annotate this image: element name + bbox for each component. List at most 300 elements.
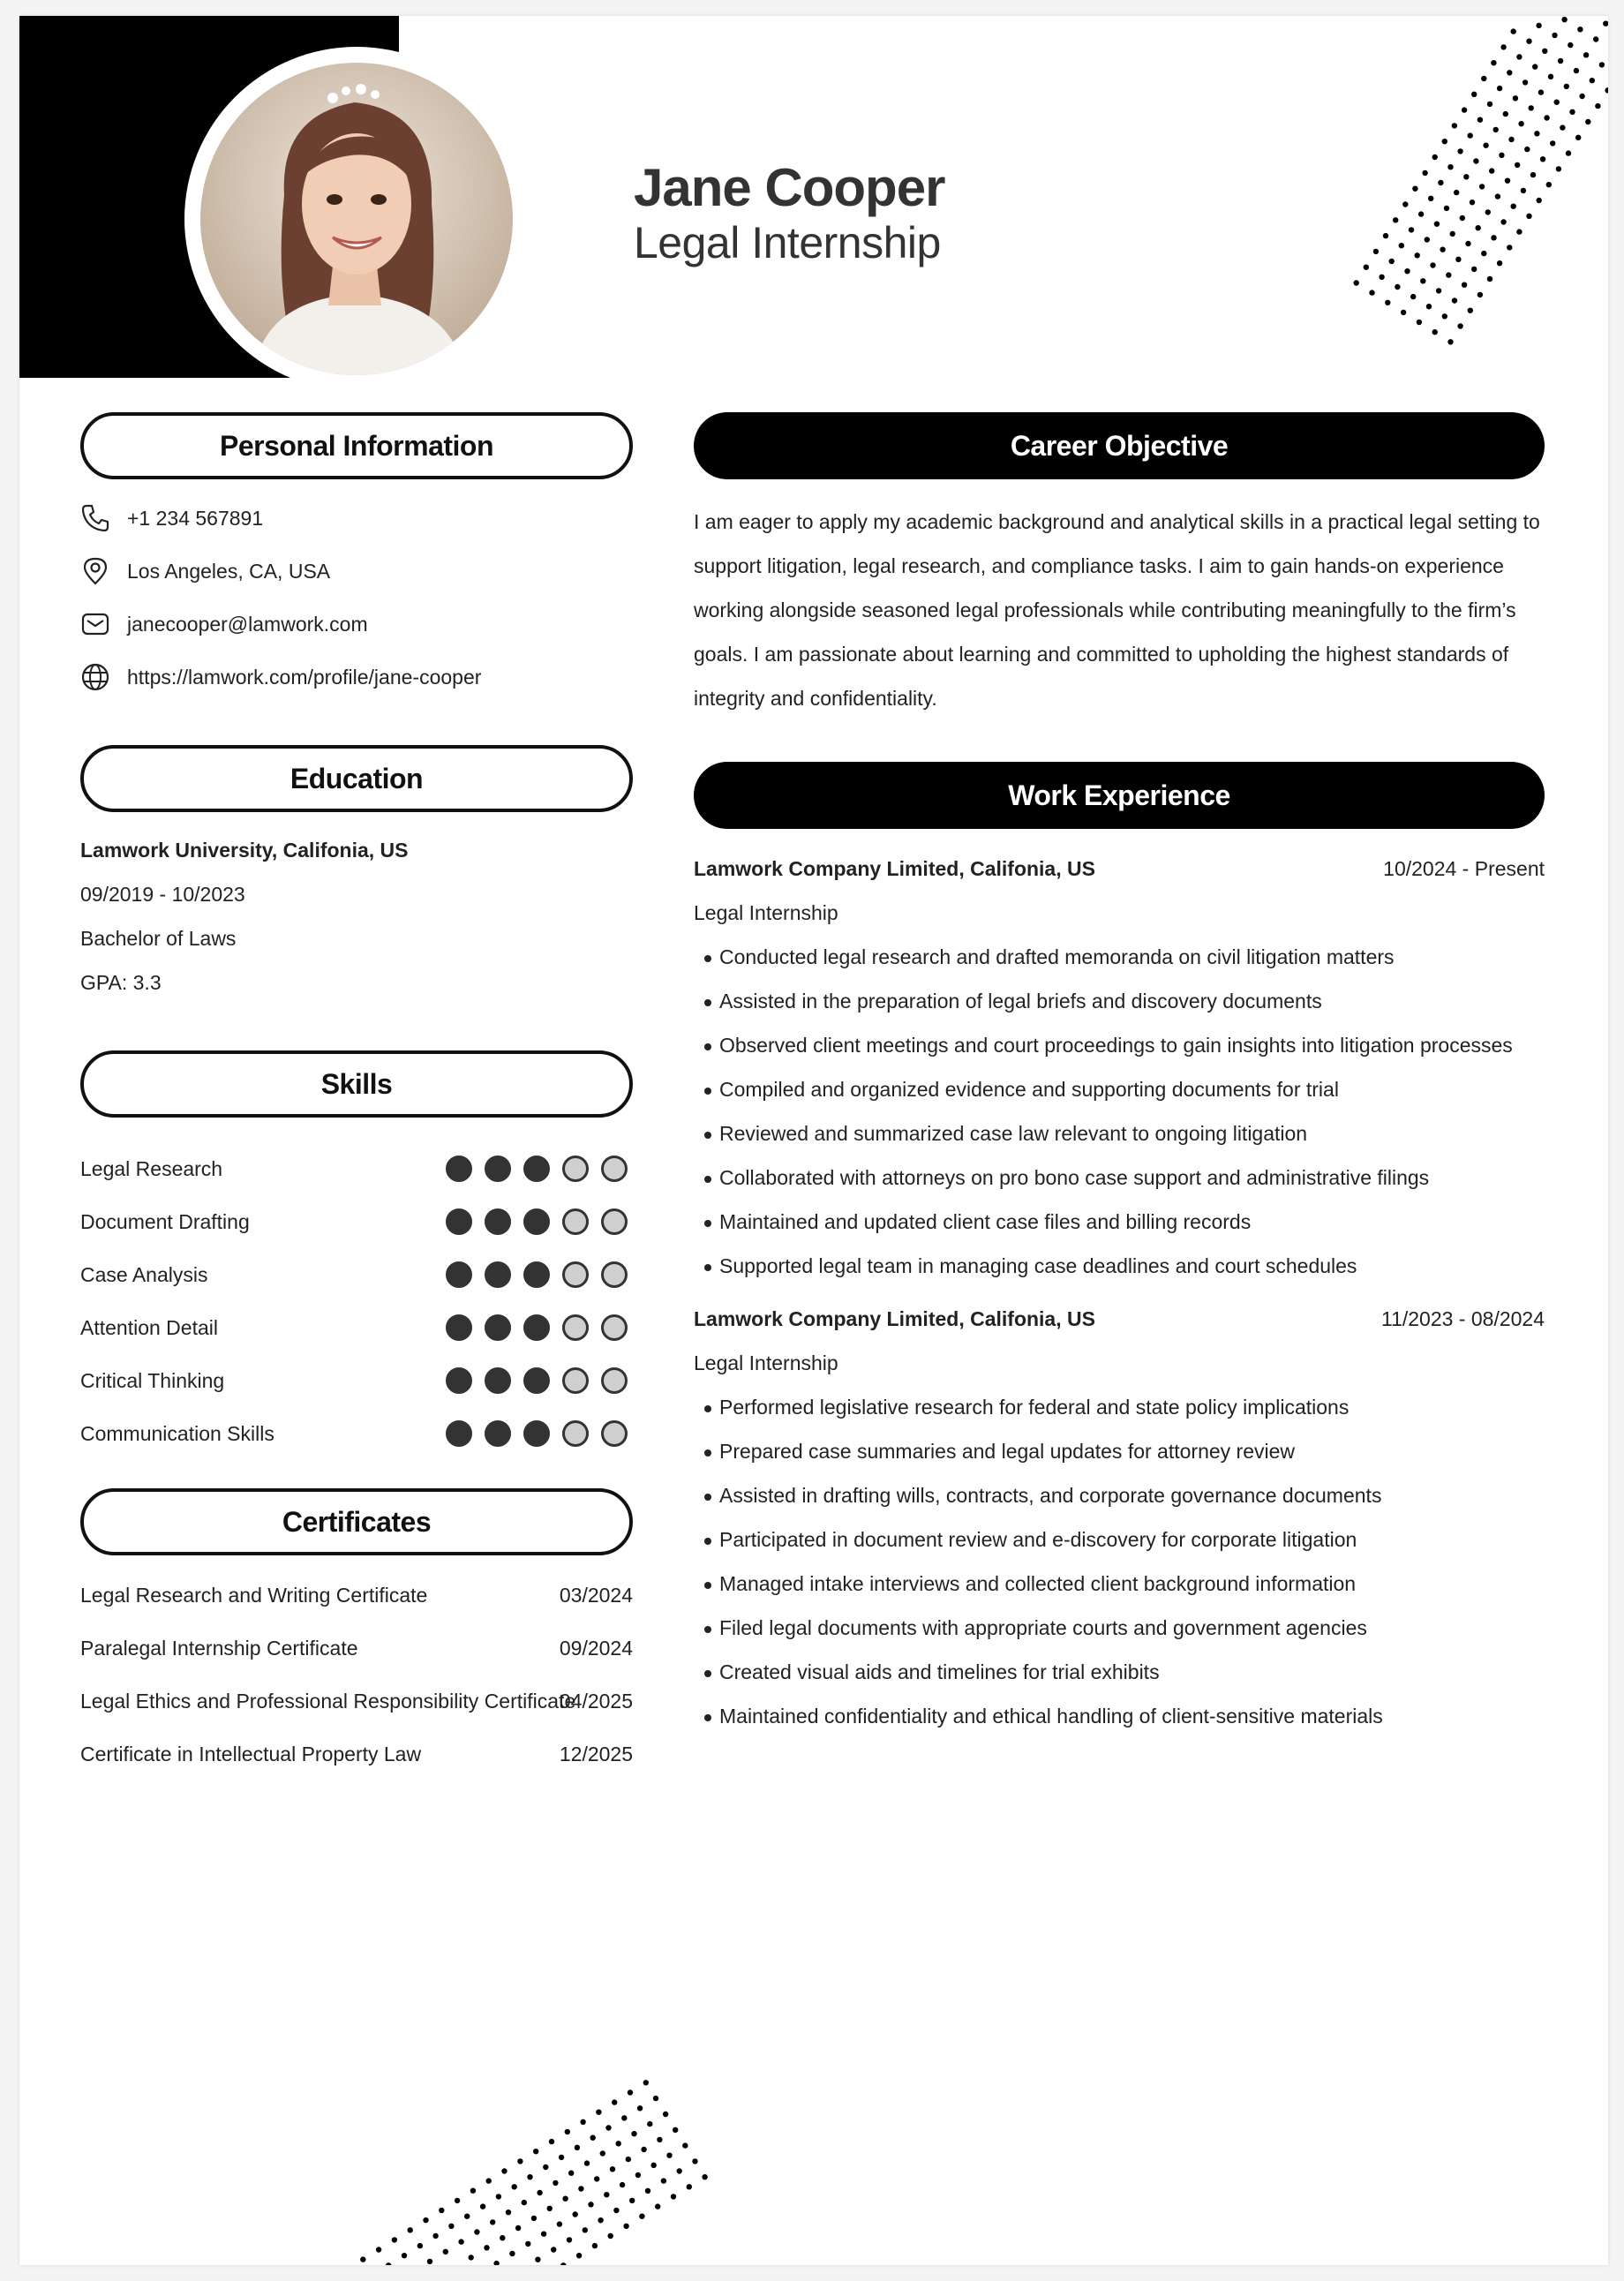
skill-dot-filled [523,1261,550,1288]
decorative-dot [1500,44,1506,49]
decorative-dot [657,2137,662,2142]
decorative-dot [1536,23,1541,28]
skill-name: Communication Skills [80,1422,274,1445]
decorative-dot [1426,304,1432,309]
decorative-dot [1556,166,1561,171]
decorative-dot [455,2198,460,2203]
decorative-dots-top [1343,16,1608,369]
bullet-point [704,1714,711,1721]
section-personal-information: Personal Information [80,412,633,479]
job-dates: 10/2024 - Present [1383,857,1545,880]
decorative-dot [1422,170,1427,176]
decorative-dot [621,2115,627,2120]
decorative-dot [1593,36,1598,41]
decorative-dot [1468,308,1473,313]
decorative-dot [1564,84,1569,89]
section-career-objective: Career Objective [694,412,1545,479]
decorative-dot [1522,79,1528,85]
certificate-name: Legal Ethics and Professional Responsibility Certificate [80,1690,576,1713]
decorative-dot [1505,178,1510,184]
decorative-dot [439,2208,444,2213]
decorative-dot [1507,245,1512,250]
decorative-dot [500,2235,505,2240]
decorative-dot [1603,21,1608,26]
job-dates: 11/2023 - 08/2024 [1380,1307,1545,1330]
decorative-dot [1489,168,1494,173]
decorative-dot [1385,300,1390,305]
decorative-dot [1465,241,1470,246]
decorative-dot [637,2105,643,2111]
decorative-dot [1463,174,1469,179]
decorative-dot [1524,147,1530,152]
job-bullet-text: Reviewed and summarized case law relevant to ongoing litigation [719,1122,1308,1145]
skill-dot-empty [601,1420,628,1447]
decorative-dot [1554,100,1560,105]
decorative-dot [557,2221,562,2226]
decorative-dot [1457,148,1462,154]
decorative-dot [584,2160,590,2165]
decorative-dot [635,2172,641,2178]
decorative-dot [1566,150,1571,155]
certificate-date: 09/2024 [559,1637,633,1660]
decorative-dot [535,2257,540,2262]
decorative-dot [1436,288,1441,293]
skill-dot-filled [523,1208,550,1235]
decorative-dot [1605,87,1608,93]
decorative-dot [673,2127,678,2133]
skill-dot-empty [562,1156,589,1182]
decorative-dot [1540,156,1545,162]
decorative-dot [551,2247,556,2252]
decorative-dot [1530,172,1536,177]
decorative-dot [1583,52,1589,57]
certificate-name: Certificate in Intellectual Property Law [80,1743,422,1765]
decorative-dot [1468,132,1473,138]
decorative-dot [376,2247,381,2252]
section-work-experience: Work Experience [694,762,1545,829]
skill-dot-filled [446,1261,472,1288]
decorative-dot [1470,199,1475,205]
decorative-dot [605,2125,611,2130]
skill-name: Critical Thinking [80,1369,225,1392]
job-bullet-text: Maintained and updated client case files and billing records [719,1210,1252,1233]
decorative-dot [671,2194,676,2199]
decorative-dot [1393,217,1398,222]
decorative-dot [541,2232,546,2237]
decorative-dot [1473,158,1478,163]
decorative-dot [608,2233,613,2239]
bullet-point [704,1220,711,1227]
skill-dot-empty [601,1314,628,1341]
decorative-dot [592,2243,598,2248]
decorative-dot [1529,105,1534,110]
skill-dot-filled [485,1367,511,1394]
decorative-dot [1460,215,1465,221]
decorative-dot [490,2219,495,2225]
decorative-dot [568,2171,574,2176]
decorative-dot [549,2139,554,2144]
decorative-dot [666,2153,672,2158]
job-bullet-text: Supported legal team in managing case deadlines and court schedules [719,1254,1357,1277]
decorative-dot [1432,329,1438,335]
decorative-dot [1450,231,1455,237]
decorative-dot [1442,139,1447,144]
decorative-dot [1401,310,1406,315]
decorative-dot [543,2164,548,2170]
skill-dot-empty [562,1208,589,1235]
decorative-dot [612,2099,617,2104]
decorative-dot [1508,137,1514,142]
skill-dot-filled [523,1314,550,1341]
skill-dot-empty [562,1261,589,1288]
decorative-dot [575,2145,580,2150]
skill-name: Document Drafting [80,1210,250,1233]
decorative-dot [567,2237,572,2242]
decorative-dot [531,2216,537,2221]
job-bullet-text: Performed legislative research for federal and state policy implications [719,1396,1350,1419]
job-bullet-text: Conducted legal research and drafted memoranda on civil litigation matters [719,945,1395,968]
job-bullet-text: Assisted in the preparation of legal briefs and discovery documents [719,990,1322,1013]
skill-dot-filled [446,1156,472,1182]
decorative-dot [639,2214,644,2219]
decorative-dot [392,2237,397,2242]
decorative-dot [1526,214,1531,219]
decorative-dot [560,2262,566,2265]
decorative-dot [1503,111,1508,117]
decorative-dot [1585,119,1590,124]
decorative-dot [1574,68,1579,73]
decorative-dots-bottom [275,2073,734,2265]
decorative-dot [1487,102,1492,107]
decorative-dot [1485,209,1491,215]
location-pin-icon [80,556,110,586]
decorative-dot [643,2080,649,2085]
decorative-dot [1383,233,1388,238]
bullet-point [704,1670,711,1677]
decorative-dot [515,2225,521,2231]
section-education: Education [80,745,633,812]
decorative-dot [1462,107,1467,112]
decorative-dot [626,2157,631,2162]
decorative-dot [645,2188,650,2194]
decorative-dot [474,2229,479,2234]
career-objective-text: I am eager to apply my academic background and analytical skills in a practical legal setting to support litigation, legal research, and compliance tasks. I aim to gain hands-on experience working alongside seasoned legal professionals while contributing meaningfully to the firm’s goals. I am passionate about learning and committed to upholding the highest standards of integrity and confidentiality. [694,510,1540,710]
decorative-dot [1477,117,1483,123]
decorative-dot [464,2214,470,2219]
decorative-dot [1438,180,1443,185]
decorative-dot [647,2121,652,2127]
decorative-dot [1534,131,1539,136]
skill-dot-filled [523,1367,550,1394]
skill-dot-filled [485,1261,511,1288]
decorative-dot [1417,320,1422,325]
job-bullet-text: Managed intake interviews and collected client background information [719,1572,1357,1595]
decorative-dot [1477,292,1483,297]
decorative-dot [1455,257,1461,262]
decorative-dot [1462,282,1467,288]
certificate-name: Legal Research and Writing Certificate [80,1584,428,1607]
decorative-dot [1442,313,1447,319]
decorative-dot [1409,227,1414,232]
decorative-dot [1497,260,1502,266]
decorative-dot [432,2233,438,2239]
decorative-dot [1491,235,1496,240]
decorative-dot [458,2239,463,2244]
decorative-dot [578,2186,583,2191]
job-company: Lamwork Company Limited, Califonia, US [694,1307,1095,1330]
job-bullet-text: Participated in document review and e-discovery for corporate litigation [719,1528,1357,1551]
decorative-dot [1487,276,1492,282]
skill-dot-filled [523,1420,550,1447]
bullet-point [704,1582,711,1589]
decorative-dot [576,2253,582,2258]
decorative-dot [1379,275,1384,280]
job-bullet-text: Compiled and organized evidence and supporting documents for trial [719,1078,1339,1101]
decorative-dot [1447,339,1453,344]
decorative-dot [1511,28,1516,34]
skill-dot-filled [446,1314,472,1341]
education-dates: 09/2019 - 10/2023 [80,883,245,906]
mail-icon [80,609,110,639]
decorative-dot [1560,124,1565,130]
decorative-dot [517,2158,523,2164]
decorative-dot [1550,140,1555,146]
decorative-dot [537,2190,542,2195]
decorative-dot [484,2245,489,2250]
decorative-dot [1518,121,1523,126]
decorative-dot [493,2261,499,2265]
skill-dot-empty [601,1367,628,1394]
decorative-dot [1499,153,1504,158]
decorative-dot [480,2203,485,2209]
decorative-dot [448,2224,454,2229]
phone-icon [80,503,110,533]
decorative-dot [1410,294,1416,299]
decorative-dot [1542,49,1547,54]
education-degree: Bachelor of Laws [80,927,237,950]
decorative-dot [1493,127,1499,132]
decorative-dot [1479,184,1485,189]
contact-phone: +1 234 567891 [127,507,264,530]
decorative-dot [616,2141,621,2146]
decorative-dot [604,2192,609,2197]
decorative-dot [1513,95,1518,101]
candidate-title: Legal Internship [634,218,941,267]
job-bullet-text: Created visual aids and timelines for trial exhibits [719,1660,1160,1683]
decorative-dot [596,2110,601,2115]
decorative-dot [1483,143,1488,148]
contact-email[interactable]: janecooper@lamwork.com [127,613,368,636]
skill-dot-filled [446,1208,472,1235]
decorative-dot [1354,280,1359,285]
decorative-dot [553,2180,558,2186]
decorative-dot [1452,297,1457,303]
decorative-dot [590,2135,596,2141]
bullet-point [704,1626,711,1633]
decorative-dot [1476,225,1481,230]
contact-location: Los Angeles, CA, USA [127,560,331,583]
job-role: Legal Internship [694,901,838,924]
decorative-dot [402,2253,407,2258]
decorative-dot [702,2174,707,2179]
job-bullet-text: Observed client meetings and court proceedings to gain insights into litigation processes [719,1034,1513,1057]
decorative-dot [1491,60,1496,65]
decorative-dot [386,2262,391,2265]
job-bullet-text: Prepared case summaries and legal updates for attorney review [719,1440,1296,1463]
decorative-dot [1526,39,1531,44]
bullet-point [704,1405,711,1412]
decorative-dot [509,2251,515,2256]
skill-dot-filled [485,1208,511,1235]
decorative-dot [1402,201,1408,207]
decorative-dot [1495,193,1500,199]
decorative-dot [1497,86,1502,91]
job-bullet-text: Collaborated with attorneys on pro bono case support and administrative filings [719,1166,1430,1189]
decorative-dot [1552,33,1557,38]
bullet-point [704,1176,711,1183]
bullet-point [704,1132,711,1139]
decorative-dot [496,2194,501,2199]
skill-dot-filled [485,1314,511,1341]
decorative-dot [610,2166,615,2172]
decorative-dot [1516,54,1522,59]
bullet-point [704,1043,711,1050]
skill-dot-filled [446,1367,472,1394]
decorative-dot [1364,265,1369,270]
decorative-dot [469,2255,474,2260]
decorative-dot [1440,247,1445,252]
decorative-dot [1516,229,1522,234]
skill-dot-filled [485,1156,511,1182]
decorative-dot [653,2096,658,2101]
decorative-dot [641,2147,646,2152]
certificate-date: 12/2025 [559,1743,633,1765]
decorative-dot [1418,211,1424,216]
section-certificates: Certificates [80,1488,633,1555]
decorative-dot [1430,262,1435,267]
job-company: Lamwork Company Limited, Califonia, US [694,857,1095,880]
decorative-dot [533,2149,538,2154]
decorative-dot [692,2158,697,2164]
skill-dot-empty [601,1156,628,1182]
decorative-dot [1404,268,1410,274]
decorative-dot [573,2211,578,2217]
skill-name: Legal Research [80,1157,223,1180]
decorative-dot [1575,135,1581,140]
decorative-dot [1538,89,1544,94]
decorative-dot [512,2184,517,2189]
decorative-dot [1569,109,1575,115]
decorative-dot [408,2227,413,2232]
decorative-dot [1595,103,1600,109]
decorative-dot [1454,190,1459,195]
decorative-dot [1395,284,1400,290]
decorative-dot [663,2112,668,2117]
decorative-dot [1389,259,1395,264]
job-role: Legal Internship [694,1351,838,1374]
decorative-dot [1425,237,1430,242]
decorative-dot [1481,76,1486,81]
skill-dot-empty [562,1367,589,1394]
decorative-dot [527,2174,532,2179]
skill-dot-filled [523,1156,550,1182]
skill-name: Case Analysis [80,1263,208,1286]
certificate-name: Paralegal Internship Certificate [80,1637,358,1660]
decorative-dot [1558,58,1563,64]
bullet-point [704,1264,711,1271]
certificate-date: 03/2024 [559,1584,633,1607]
decorative-dot [1399,243,1404,248]
decorative-dot [1481,251,1486,256]
bullet-point [704,1088,711,1095]
decorative-dot [598,2217,603,2223]
bullet-point [704,1449,711,1457]
decorative-dot [506,2209,511,2215]
decorative-dot [1537,198,1542,203]
decorative-dot [1471,267,1477,272]
decorative-dot [1434,222,1440,227]
decorative-dot [661,2178,666,2183]
decorative-dot [631,2131,636,2136]
decorative-dot [1568,42,1573,48]
decorative-dot [1590,78,1595,83]
decorative-dot [677,2168,682,2173]
decorative-dot [1415,252,1420,258]
decorative-dot [360,2256,365,2262]
decorative-dot [580,2119,585,2125]
decorative-dot [525,2241,530,2247]
skill-dot-empty [562,1420,589,1447]
decorative-dot [1577,26,1583,32]
decorative-dot [1447,164,1453,169]
decorative-dot [1521,188,1526,193]
decorative-dot [623,2224,628,2229]
decorative-dot [1412,186,1417,192]
decorative-dot [651,2163,657,2168]
decorative-dot [1420,278,1425,283]
decorative-dot [1599,62,1605,67]
skill-dot-empty [601,1208,628,1235]
bullet-point [704,955,711,962]
decorative-dot [470,2188,476,2194]
decorative-dot [629,2198,635,2203]
decorative-dot [1511,204,1516,209]
certificate-date: 04/2025 [559,1690,633,1713]
decorative-dot [588,2202,593,2207]
skill-dot-empty [562,1314,589,1341]
decorative-dot [1457,323,1462,328]
decorative-dot [486,2178,492,2183]
decorative-dot [687,2184,692,2189]
decorative-dot [427,2259,432,2264]
decorative-dot [1515,162,1520,168]
decorative-dot [562,2196,568,2202]
contact-website[interactable]: https://lamwork.com/profile/jane-cooper [127,666,482,689]
decorative-dot [1432,154,1438,160]
decorative-dot [1544,115,1549,120]
education-gpa: GPA: 3.3 [80,971,162,994]
decorative-dot [423,2217,428,2223]
decorative-dot [594,2176,599,2181]
decorative-dot [1446,272,1451,277]
globe-icon [80,662,110,692]
decorative-dot [1561,17,1567,22]
skill-dot-empty [601,1261,628,1288]
decorative-dot [682,2142,688,2148]
decorative-dot [583,2227,588,2232]
decorative-dot [565,2129,570,2134]
decorative-dot [1373,249,1379,254]
